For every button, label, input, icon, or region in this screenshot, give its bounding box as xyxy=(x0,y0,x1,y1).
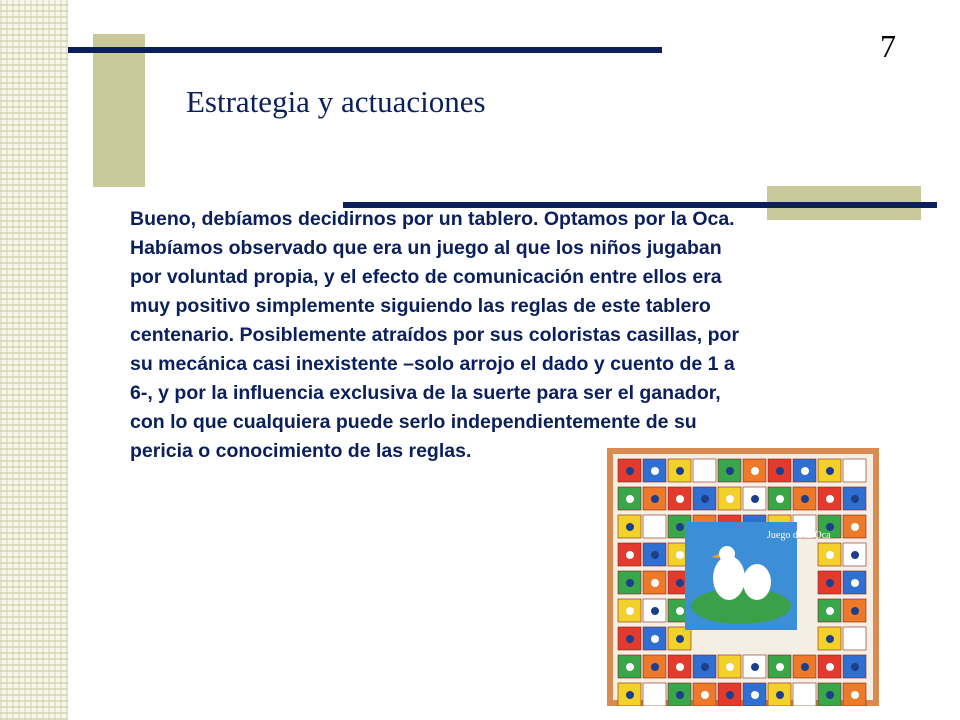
board-cell-figure xyxy=(626,663,634,671)
board-cell-figure xyxy=(651,635,659,643)
board-cell-figure xyxy=(626,551,634,559)
board-cell-figure xyxy=(776,691,784,699)
board-cell-figure xyxy=(676,467,684,475)
board-cell-figure xyxy=(851,495,859,503)
board-cell-figure xyxy=(751,495,759,503)
goose-head xyxy=(719,546,735,562)
board-cell-figure xyxy=(851,467,859,475)
board-cell-figure xyxy=(851,635,859,643)
board-cell-figure xyxy=(726,691,734,699)
board-cell-figure xyxy=(651,579,659,587)
board-cell-figure xyxy=(801,495,809,503)
navy-accent-bar-top xyxy=(68,47,662,53)
body-line: Habíamos observado que era un juego al que los niños jugaban xyxy=(130,237,722,259)
board-cell-figure xyxy=(851,551,859,559)
slide-number: 7 xyxy=(880,28,896,64)
body-line: Bueno, debíamos decidirnos por un tablero. Optamos por la Oca. xyxy=(130,208,735,230)
board-cell-figure xyxy=(651,691,659,699)
board-cell-figure xyxy=(676,635,684,643)
board-cell-figure xyxy=(826,467,834,475)
board-cell-figure xyxy=(651,467,659,475)
board-cell-figure xyxy=(651,495,659,503)
board-cell-figure xyxy=(776,467,784,475)
body-line: por voluntad propia, y el efecto de comunicación entre ellos era xyxy=(130,266,722,288)
board-cell-figure xyxy=(776,663,784,671)
board-cell-figure xyxy=(676,579,684,587)
board-cell-figure xyxy=(826,635,834,643)
body-line: 6-, y por la influencia exclusiva de la suerte para ser el ganador, xyxy=(130,382,721,404)
board-cell-figure xyxy=(826,691,834,699)
oca-board-image xyxy=(607,448,879,706)
board-cell-figure xyxy=(851,607,859,615)
board-cell-figure xyxy=(651,607,659,615)
body-line: su mecánica casi inexistente –solo arrojo el dado y cuento de 1 a xyxy=(130,353,735,375)
board-cell-figure xyxy=(701,691,709,699)
board-cell-figure xyxy=(701,467,709,475)
board-cell-figure xyxy=(751,467,759,475)
board-cell-figure xyxy=(626,523,634,531)
board-cell-figure xyxy=(726,495,734,503)
board-label: Juego de la Oca xyxy=(767,530,831,541)
board-cell-figure xyxy=(851,663,859,671)
body-line: pericia o conocimiento de las reglas. xyxy=(130,440,472,462)
board-cell-figure xyxy=(776,495,784,503)
board-cell-figure xyxy=(626,495,634,503)
board-cell-figure xyxy=(651,523,659,531)
body-line: muy positivo simplemente siguiendo las reglas de este tablero xyxy=(130,295,711,317)
board-cell-figure xyxy=(826,579,834,587)
goose-figure xyxy=(743,564,771,600)
board-cell-figure xyxy=(626,607,634,615)
board-cell-figure xyxy=(676,691,684,699)
board-center-grass xyxy=(691,588,791,624)
board-cell-figure xyxy=(801,663,809,671)
body-line: centenario. Posiblemente atraídos por sus coloristas casillas, por xyxy=(130,324,740,346)
board-cell-figure xyxy=(826,551,834,559)
slide-title: Estrategia y actuaciones xyxy=(186,84,486,119)
board-cell-figure xyxy=(826,495,834,503)
board-cell-figure xyxy=(701,663,709,671)
board-cell-figure xyxy=(851,691,859,699)
board-cell-figure xyxy=(726,663,734,671)
board-cell-figure xyxy=(851,523,859,531)
board-cell-figure xyxy=(676,663,684,671)
board-cell-figure xyxy=(726,467,734,475)
board-cell-figure xyxy=(751,663,759,671)
board-cell-figure xyxy=(676,495,684,503)
left-stripe-decoration xyxy=(0,0,68,720)
board-cell-figure xyxy=(676,607,684,615)
board-cell-figure xyxy=(826,663,834,671)
board-cell-figure xyxy=(651,551,659,559)
body-paragraph xyxy=(130,205,900,466)
board-cell-figure xyxy=(826,607,834,615)
board-cell-figure xyxy=(851,579,859,587)
board-cell-figure xyxy=(676,551,684,559)
olive-accent-block-top xyxy=(93,34,145,187)
body-line: con lo que cualquiera puede serlo independientemente de su xyxy=(130,411,697,433)
goose-figure xyxy=(713,556,745,600)
board-cell-figure xyxy=(626,691,634,699)
board-cell-figure xyxy=(676,523,684,531)
board-cell-figure xyxy=(801,467,809,475)
board-cell-figure xyxy=(626,635,634,643)
board-cell-figure xyxy=(626,579,634,587)
board-cell-figure xyxy=(701,495,709,503)
board-cell-figure xyxy=(651,663,659,671)
board-cell-figure xyxy=(751,691,759,699)
board-cell-figure xyxy=(801,691,809,699)
board-cell-figure xyxy=(626,467,634,475)
